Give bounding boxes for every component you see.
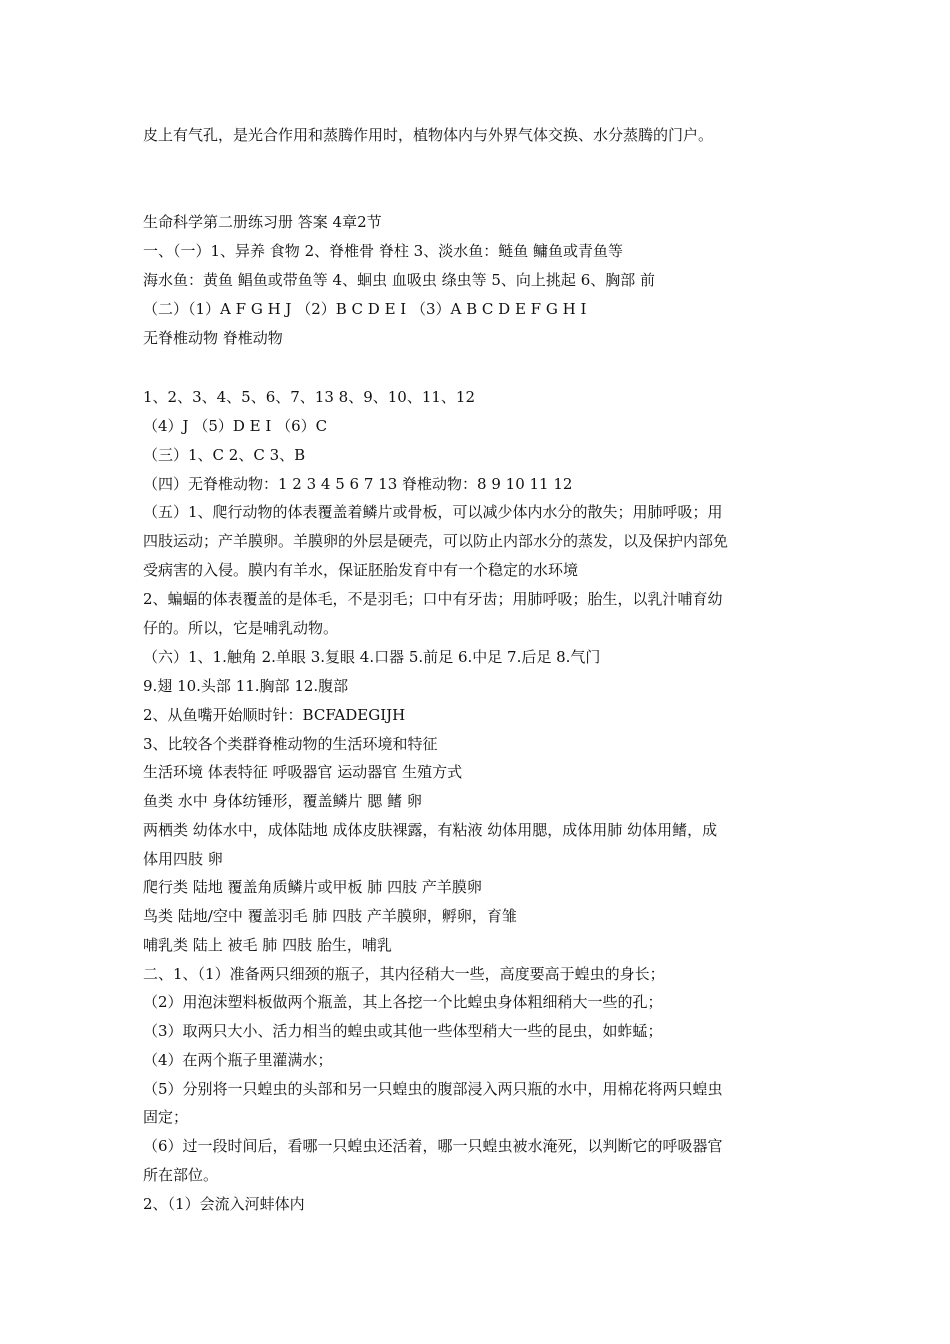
- text-line: 鱼类 水中 身体纺锤形，覆盖鳞片 腮 鳍 卵: [143, 792, 422, 810]
- text-line: 2、蝙蝠的体表覆盖的是体毛，不是羽毛；口中有牙齿；用肺呼吸；胎生，以乳汁哺育幼: [143, 590, 723, 608]
- text-line: 1、2、3、4、5、6、7、13 8、9、10、11、12: [143, 388, 476, 406]
- text-line: （二）（1）A F G H J （2）B C D E I （3）A B C D E F G H I: [143, 300, 587, 318]
- text-line: （四）无脊椎动物：1 2 3 4 5 6 7 13 脊椎动物：8 9 10 11 12: [143, 475, 573, 493]
- text-line: （4）J （5）D E I （6）C: [143, 417, 328, 435]
- text-line: 受病害的入侵。膜内有羊水，保证胚胎发育中有一个稳定的水环境: [143, 561, 579, 579]
- text-line: （4）在两个瓶子里灌满水；: [143, 1051, 333, 1069]
- text-line: 体用四肢 卵: [143, 850, 223, 868]
- text-line: 2、从鱼嘴开始顺时针：BCFADEGIJH: [143, 706, 406, 724]
- text-line: 一、（一）1、异养 食物 2、脊椎骨 脊柱 3、淡水鱼：鲢鱼 鳙鱼或青鱼等: [143, 242, 623, 260]
- text-line: 四肢运动；产羊膜卵。羊膜卵的外层是硬壳，可以防止内部水分的蒸发，以及保护内部免: [143, 532, 729, 550]
- text-line: （6）过一段时间后，看哪一只蝗虫还活着，哪一只蝗虫被水淹死，以判断它的呼吸器官: [143, 1137, 723, 1155]
- text-line: 3、比较各个类群脊椎动物的生活环境和特征: [143, 735, 438, 753]
- text-line: （五）1、爬行动物的体表覆盖着鳞片或骨板，可以减少体内水分的散失；用肺呼吸；用: [143, 503, 723, 521]
- text-line-intro: 皮上有气孔，是光合作用和蒸腾作用时，植物体内与外界气体交换、水分蒸腾的门户。: [143, 126, 714, 144]
- text-line: 二、1、（1）准备两只细颈的瓶子，其内径稍大一些，高度要高于蝗虫的身长；: [143, 965, 665, 983]
- text-line: （2）用泡沫塑料板做两个瓶盖，其上各挖一个比蝗虫身体粗细稍大一些的孔；: [143, 993, 663, 1011]
- text-line: （3）取两只大小、活力相当的蝗虫或其他一些体型稍大一些的昆虫，如蚱蜢；: [143, 1022, 663, 1040]
- text-line: 爬行类 陆地 覆盖角质鳞片或甲板 肺 四肢 产羊膜卵: [143, 878, 482, 896]
- text-line: 9.翅 10.头部 11.胸部 12.腹部: [143, 677, 349, 695]
- text-line: 两栖类 幼体水中，成体陆地 成体皮肤裸露，有粘液 幼体用腮，成体用肺 幼体用鳍，成: [143, 821, 718, 839]
- text-line: 所在部位。: [143, 1166, 219, 1184]
- text-line: 哺乳类 陆上 被毛 肺 四肢 胎生，哺乳: [143, 936, 392, 954]
- text-line: 仔的。所以，它是哺乳动物。: [143, 619, 339, 637]
- text-line: 无脊椎动物 脊椎动物: [143, 329, 283, 347]
- text-line: 固定；: [143, 1108, 189, 1126]
- text-line: （六）1、1.触角 2.单眼 3.复眼 4.口器 5.前足 6.中足 7.后足 8.气门: [143, 648, 601, 666]
- text-line: 2、（1）会流入河蚌体内: [143, 1195, 305, 1213]
- text-line: 生活环境 体表特征 呼吸器官 运动器官 生殖方式: [143, 763, 463, 781]
- text-line: 鸟类 陆地/空中 覆盖羽毛 肺 四肢 产羊膜卵，孵卵，育雏: [143, 907, 517, 925]
- text-line: （5）分别将一只蝗虫的头部和另一只蝗虫的腹部浸入两只瓶的水中，用棉花将两只蝗虫: [143, 1080, 723, 1098]
- text-line: （三）1、C 2、C 3、B: [143, 446, 306, 464]
- section-title: 生命科学第二册练习册 答案 4章2节: [143, 213, 382, 231]
- text-line: 海水鱼：黄鱼 鲳鱼或带鱼等 4、蛔虫 血吸虫 绦虫等 5、向上挑起 6、胸部 前: [143, 271, 656, 289]
